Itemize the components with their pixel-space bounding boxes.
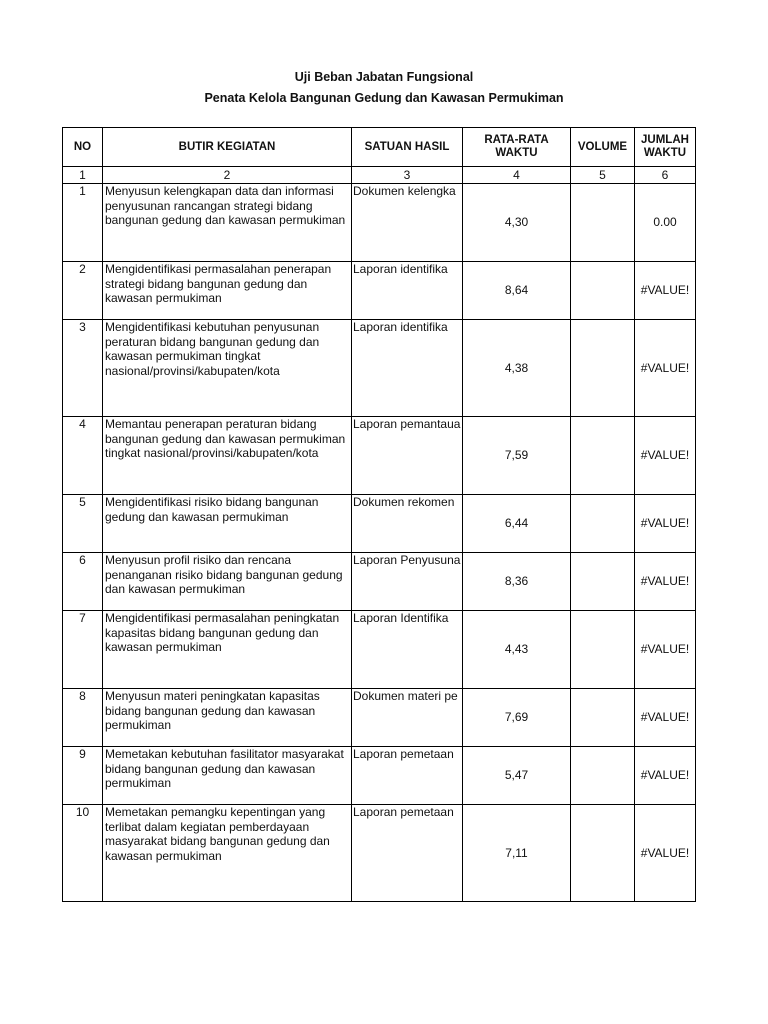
- row-no: 1: [63, 184, 103, 262]
- row-butir-kegiatan: Mengidentifikasi kebutuhan penyusunan peraturan bidang bangunan gedung dan kawasan permukiman tingkat nasional/provinsi/kabupaten/kota: [103, 320, 352, 417]
- row-no: 2: [63, 262, 103, 320]
- header-volume: VOLUME: [571, 128, 635, 167]
- row-satuan-hasil: Laporan identifika: [352, 320, 463, 417]
- row-satuan-hasil: Dokumen kelengka: [352, 184, 463, 262]
- table-row: [63, 611, 696, 689]
- activity-table: [62, 127, 696, 902]
- table-row: [63, 747, 696, 805]
- row-butir-kegiatan: Memantau penerapan peraturan bidang bangunan gedung dan kawasan permukiman tingkat nasional/provinsi/kabupaten/kota: [103, 417, 352, 495]
- header-jumlah-line2: WAKTU: [643, 147, 687, 159]
- row-volume: [571, 417, 635, 495]
- row-jumlah-waktu: #VALUE!: [635, 689, 696, 747]
- row-volume: [571, 495, 635, 553]
- document-title: Uji Beban Jabatan Fungsional: [294, 70, 474, 84]
- header-rata-rata-waktu: [463, 128, 571, 167]
- row-volume: [571, 611, 635, 689]
- row-satuan-hasil: Dokumen materi pe: [352, 689, 463, 747]
- row-no: 9: [63, 747, 103, 805]
- header-jumlah-waktu: [635, 128, 696, 167]
- row-butir-kegiatan: Mengidentifikasi risiko bidang bangunan gedung dan kawasan permukiman: [103, 495, 352, 553]
- row-jumlah-waktu: #VALUE!: [635, 805, 696, 902]
- row-jumlah-waktu: #VALUE!: [635, 553, 696, 611]
- row-butir-kegiatan: Menyusun materi peningkatan kapasitas bidang bangunan gedung dan kawasan permukiman: [103, 689, 352, 747]
- row-no: 8: [63, 689, 103, 747]
- row-rata-rata-waktu: 8,36: [463, 553, 571, 611]
- column-number: 1: [63, 167, 103, 184]
- row-no: 3: [63, 320, 103, 417]
- row-volume: [571, 553, 635, 611]
- row-rata-rata-waktu: 8,64: [463, 262, 571, 320]
- header-jumlah-line1: JUMLAH: [641, 134, 689, 146]
- table-row: [63, 553, 696, 611]
- row-satuan-hasil: Laporan pemetaan: [352, 805, 463, 902]
- row-butir-kegiatan: Menyusun profil risiko dan rencana penanganan risiko bidang bangunan gedung dan kawasan permukiman: [103, 553, 352, 611]
- row-rata-rata-waktu: 7,59: [463, 417, 571, 495]
- row-butir-kegiatan: Memetakan kebutuhan fasilitator masyarakat bidang bangunan gedung dan kawasan permukiman: [103, 747, 352, 805]
- row-volume: [571, 747, 635, 805]
- row-jumlah-waktu: 0.00: [635, 184, 696, 262]
- row-no: 5: [63, 495, 103, 553]
- table-row: [63, 495, 696, 553]
- row-rata-rata-waktu: 5,47: [463, 747, 571, 805]
- row-butir-kegiatan: Mengidentifikasi permasalahan peningkatan kapasitas bidang bangunan gedung dan kawasan permukiman: [103, 611, 352, 689]
- row-jumlah-waktu: #VALUE!: [635, 747, 696, 805]
- column-number: 4: [463, 167, 571, 184]
- row-rata-rata-waktu: 7,11: [463, 805, 571, 902]
- row-rata-rata-waktu: 6,44: [463, 495, 571, 553]
- table-row: [63, 417, 696, 495]
- column-number: 5: [571, 167, 635, 184]
- row-rata-rata-waktu: 4,43: [463, 611, 571, 689]
- table-row: [63, 184, 696, 262]
- row-satuan-hasil: Laporan Penyusuna: [352, 553, 463, 611]
- row-butir-kegiatan: Memetakan pemangku kepentingan yang terlibat dalam kegiatan pemberdayaan masyarakat bidang bangunan gedung dan kawasan permukiman: [103, 805, 352, 902]
- header-satuan-hasil: SATUAN HASIL: [352, 128, 463, 167]
- row-satuan-hasil: Laporan identifika: [352, 262, 463, 320]
- table-row: [63, 805, 696, 902]
- row-no: 4: [63, 417, 103, 495]
- row-butir-kegiatan: Menyusun kelengkapan data dan informasi penyusunan rancangan strategi bidang bangunan gedung dan kawasan permukiman: [103, 184, 352, 262]
- column-number-row: [63, 167, 696, 184]
- row-no: 7: [63, 611, 103, 689]
- row-satuan-hasil: Laporan pemantaua: [352, 417, 463, 495]
- row-jumlah-waktu: #VALUE!: [635, 417, 696, 495]
- header-rata-line1: RATA-RATA: [484, 134, 549, 146]
- column-number: 3: [352, 167, 463, 184]
- column-number: 2: [103, 167, 352, 184]
- header-no: NO: [63, 128, 103, 167]
- header-rata-line2: WAKTU: [495, 147, 538, 159]
- row-butir-kegiatan: Mengidentifikasi permasalahan penerapan strategi bidang bangunan gedung dan kawasan permukiman: [103, 262, 352, 320]
- table-row: [63, 320, 696, 417]
- table-header-row: [63, 128, 696, 167]
- row-jumlah-waktu: #VALUE!: [635, 495, 696, 553]
- row-rata-rata-waktu: 4,30: [463, 184, 571, 262]
- row-volume: [571, 262, 635, 320]
- table-row: [63, 262, 696, 320]
- row-volume: [571, 805, 635, 902]
- table-row: [63, 689, 696, 747]
- row-rata-rata-waktu: 4,38: [463, 320, 571, 417]
- row-no: 6: [63, 553, 103, 611]
- row-volume: [571, 689, 635, 747]
- row-rata-rata-waktu: 7,69: [463, 689, 571, 747]
- row-satuan-hasil: Dokumen rekomen: [352, 495, 463, 553]
- row-no: 10: [63, 805, 103, 902]
- row-satuan-hasil: Laporan pemetaan: [352, 747, 463, 805]
- row-volume: [571, 184, 635, 262]
- document-subtitle: Penata Kelola Bangunan Gedung dan Kawasan Permukiman: [204, 91, 564, 105]
- column-number: 6: [635, 167, 696, 184]
- row-jumlah-waktu: #VALUE!: [635, 262, 696, 320]
- row-jumlah-waktu: #VALUE!: [635, 611, 696, 689]
- header-butir-kegiatan: BUTIR KEGIATAN: [103, 128, 352, 167]
- row-satuan-hasil: Laporan Identifika: [352, 611, 463, 689]
- row-jumlah-waktu: #VALUE!: [635, 320, 696, 417]
- row-volume: [571, 320, 635, 417]
